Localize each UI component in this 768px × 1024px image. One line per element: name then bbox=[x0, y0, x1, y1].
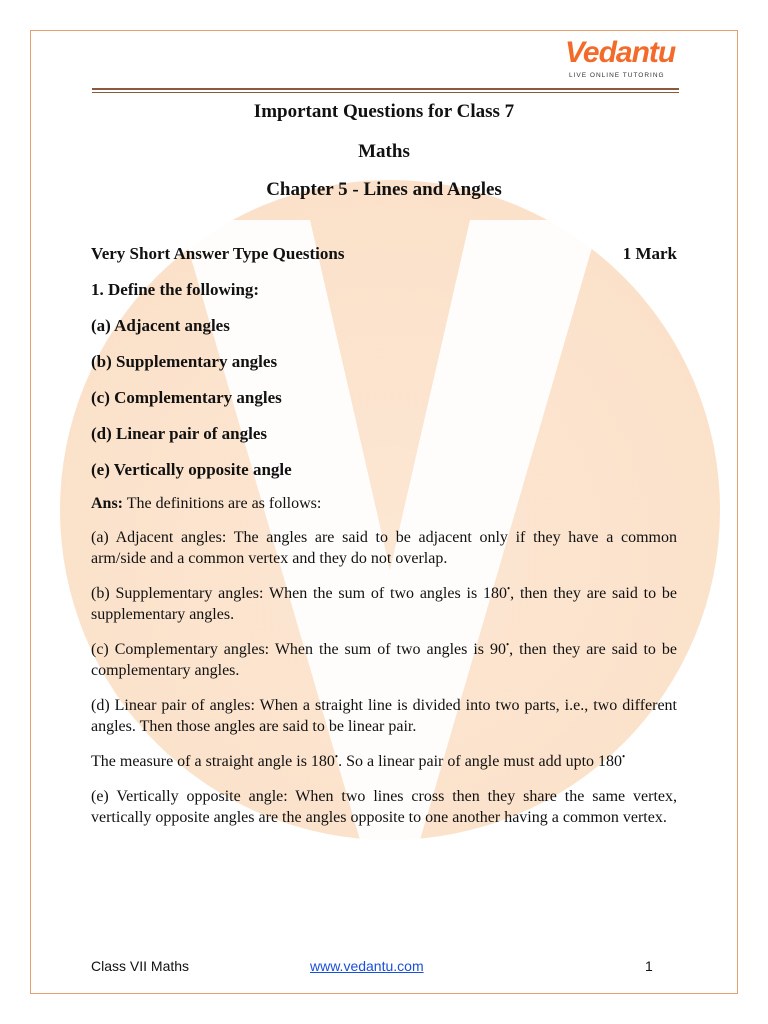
document-body bbox=[91, 98, 677, 828]
question-item-b: (b) Supplementary angles bbox=[91, 352, 278, 371]
measure-value-1: 180 bbox=[310, 753, 335, 770]
footer-class-label: Class VII Maths bbox=[91, 958, 190, 974]
answer-e: (e) Vertically opposite angle: When two lines cross then they share the same vertex, vertically opposite angles are the angles opposite to one another having a common vertex. bbox=[91, 788, 677, 826]
measure-text: The measure of a straight angle is bbox=[91, 753, 311, 770]
answer-b-text: (b) Supplementary angles: When the sum of two angles is bbox=[91, 585, 483, 602]
answer-intro-text: The definitions are as follows: bbox=[123, 495, 322, 512]
header-rule-thin bbox=[92, 92, 679, 93]
section-header bbox=[91, 244, 677, 264]
question-stem: 1. Define the following: bbox=[91, 280, 260, 299]
answer-c-text: (c) Complementary angles: When the sum of two angles is bbox=[91, 641, 490, 658]
logo-tagline: LIVE ONLINE TUTORING bbox=[569, 72, 665, 79]
question-item-a: (a) Adjacent angles bbox=[91, 316, 230, 335]
answer-d: (d) Linear pair of angles: When a straight line is divided into two parts, i.e., two different angles. Then those angles are said to be linear pair. bbox=[91, 697, 677, 735]
answer-b bbox=[91, 583, 677, 625]
logo-wordmark: Vedantu bbox=[565, 36, 676, 69]
page-number: 1 bbox=[645, 958, 653, 974]
vedantu-logo bbox=[565, 38, 680, 86]
answer-b-value: 180 bbox=[483, 585, 507, 602]
subject-title: Maths bbox=[358, 141, 410, 162]
measure-value-2: 180 bbox=[598, 753, 623, 770]
answer-c-text-end: , then they are said to be complementary angles. bbox=[91, 641, 677, 679]
document-title: Important Questions for Class 7 bbox=[253, 101, 515, 122]
footer-website-link[interactable]: www.vedantu.com bbox=[310, 958, 424, 974]
header-rule bbox=[92, 88, 679, 90]
answer-measure bbox=[91, 751, 677, 772]
question-item-e: (e) Vertically opposite angle bbox=[91, 460, 292, 479]
section-marks: 1 Mark bbox=[622, 244, 677, 263]
answer-c bbox=[91, 639, 677, 681]
answer-c-value: 90 bbox=[490, 641, 506, 658]
answer-label: Ans: bbox=[91, 495, 124, 512]
degree-symbol: • bbox=[507, 583, 511, 594]
section-label: Very Short Answer Type Questions bbox=[91, 244, 345, 263]
degree-symbol: • bbox=[622, 751, 626, 762]
question-item-c: (c) Complementary angles bbox=[91, 388, 282, 407]
measure-text-mid: . So a linear pair of angle must add upto bbox=[338, 753, 599, 770]
answer-intro bbox=[91, 495, 677, 513]
chapter-title: Chapter 5 - Lines and Angles bbox=[266, 179, 502, 200]
answer-b-text-end: , then they are said to be supplementary angles. bbox=[91, 585, 677, 623]
question-item-d: (d) Linear pair of angles bbox=[91, 424, 267, 443]
degree-symbol: • bbox=[334, 751, 339, 762]
degree-symbol: • bbox=[506, 639, 510, 650]
answer-a: (a) Adjacent angles: The angles are said to be adjacent only if they have a common arm/side and a common vertex and they do not overlap. bbox=[91, 529, 677, 567]
